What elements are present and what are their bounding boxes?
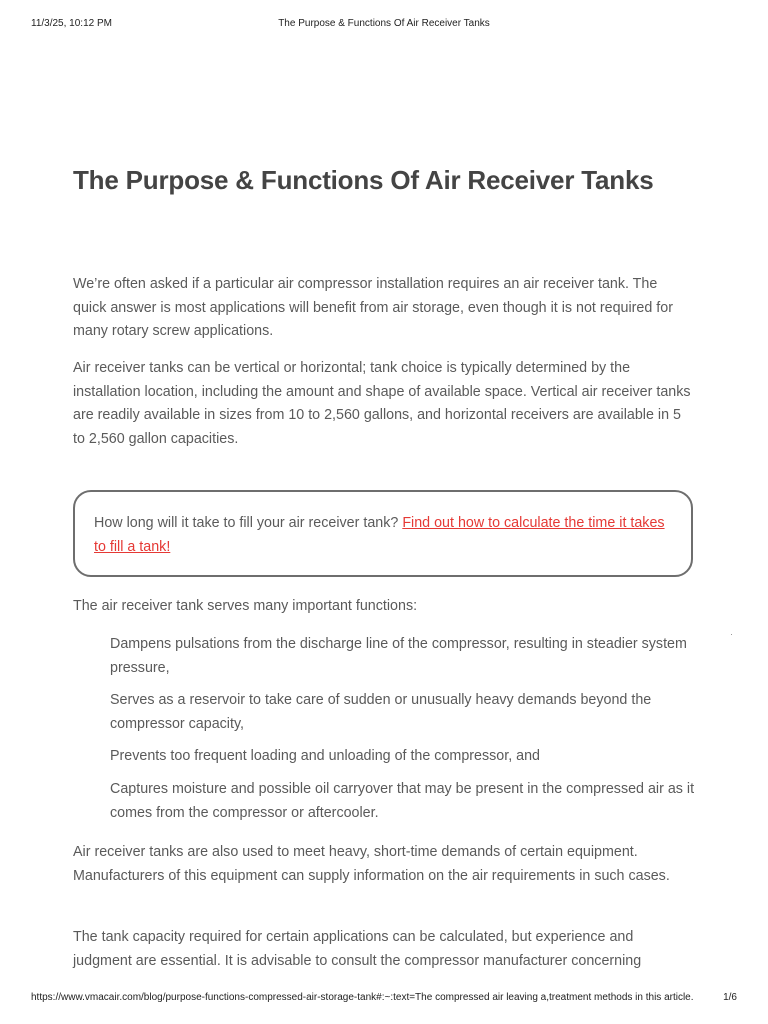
heavy-demands-paragraph: Air receiver tanks are also used to meet heavy, short-time demands of certain equipment. Manufacturers of this equipment can supply information on the air requirements in such cases.	[73, 844, 670, 884]
print-url[interactable]: https://www.vmacair.com/blog/purpose-functions-compressed-air-storage-tank#:~:text=The compressed air leaving a,treatment methods in this article.	[31, 992, 694, 1003]
print-datetime: 11/3/25, 10:12 PM	[31, 18, 112, 29]
page-title: The Purpose & Functions Of Air Receiver Tanks	[73, 165, 654, 195]
functions-intro: The air receiver tank serves many important functions:	[73, 598, 418, 614]
callout-text	[94, 512, 674, 559]
fill-time-callout	[73, 490, 693, 577]
print-header	[31, 18, 737, 32]
list-item: Dampens pulsations from the discharge line of the compressor, resulting in steadier system pressure,	[110, 636, 687, 676]
list-item: Prevents too frequent loading and unloading of the compressor, and	[110, 748, 540, 764]
list-item: Captures moisture and possible oil carryover that may be present in the compressed air as it comes from the compressor or aftercooler.	[110, 781, 695, 821]
print-doc-title: The Purpose & Functions Of Air Receiver Tanks	[278, 18, 490, 29]
list-item: Serves as a reservoir to take care of sudden or unusually heavy demands beyond the compressor capacity,	[110, 692, 652, 732]
orientation-paragraph: Air receiver tanks can be vertical or horizontal; tank choice is typically determined by the installation location, including the amount and shape of available space. Vertical air receiver tanks are readily available in sizes from 10 to 2,560 gallons, and horizontal receivers are available in 5 to 2,560 gallon capacities.	[73, 360, 691, 447]
fill-time-link[interactable]: Find out how to calculate the time it takes to fill a tank!	[94, 515, 665, 555]
page-number: 1/6	[723, 992, 737, 1003]
callout-question: How long will it take to fill your air receiver tank?	[94, 515, 403, 531]
capacity-paragraph: The tank capacity required for certain applications can be calculated, but experience and judgment are essential. It is advisable to consult the compressor manufacturer concerning	[73, 929, 642, 969]
stray-dot	[731, 634, 732, 635]
intro-paragraph: We’re often asked if a particular air compressor installation requires an air receiver tank. The quick answer is most applications will benefit from air storage, even though it is not required for many rotary screw applications.	[73, 276, 673, 339]
print-footer	[31, 992, 737, 1006]
